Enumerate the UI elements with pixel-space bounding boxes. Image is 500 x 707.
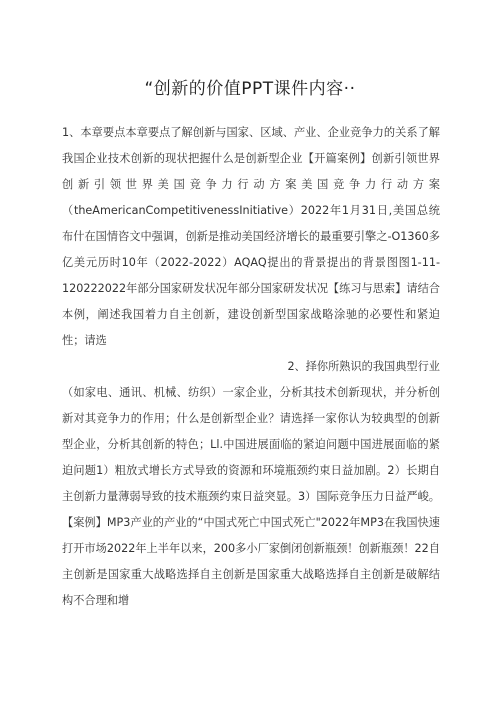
- paragraph-1: 1、本章要点本章要点了解创新与国家、区域、产业、企业竞争力的关系了解我国企业技术创新的现状把握什么是创新型企业【开篇案例】创新引领世界创新引领世界美国竞争力行动方案美国竞争力行动方案（theAmericanCompetitivenessInitiative）2022年1月31日,美国总统布什在国情咨文中强调，创新是推动美国经济增长的最重要引擎之-O1360多亿美元历时10年（2022-2022）AQAQ提出的背景提出的背景图图1-11-120222022年部分国家研发状况年部分国家研发状况【练习与思索】请结合本例，阐述我国着力自主创新，建设创新型国家战略涂驰的必要性和紧迫性；请选: [62, 126, 440, 347]
- document-body: [62, 120, 440, 614]
- paragraph-2-heading: 2、择你所熟识的我国典型行业: [287, 360, 440, 373]
- paragraph-2-body: （如家电、通讯、机械、纺织）一家企业，分析其技术创新现状，并分析创新对其竞争力的作用；什么是创新型企业？请选择一家你认为较典型的创新型企业，分析其创新的特色；Ll.中国进展面临的紧迫问题中国进展面临的紧迫问题1）粗放式增长方式导致的资源和环境瓶颈约束日益加剧。2）长期自主创新力量薄弱导致的技术瓶颈约束日益突显。3）国际竞争压力日益严峻。【案例】MP3产业的产业的“中国式死亡中国式死亡"2022年MP3在我国快速打开市场2022年上半年以来，200多小厂家倒闭创新瓶颈！创新瓶颈！22自主创新是国家重大战略选择自主创新是国家重大战略选择自主创新是破解结构不合理和增: [62, 386, 440, 607]
- document-title: “创新的价值PPT课件内容··: [144, 79, 356, 99]
